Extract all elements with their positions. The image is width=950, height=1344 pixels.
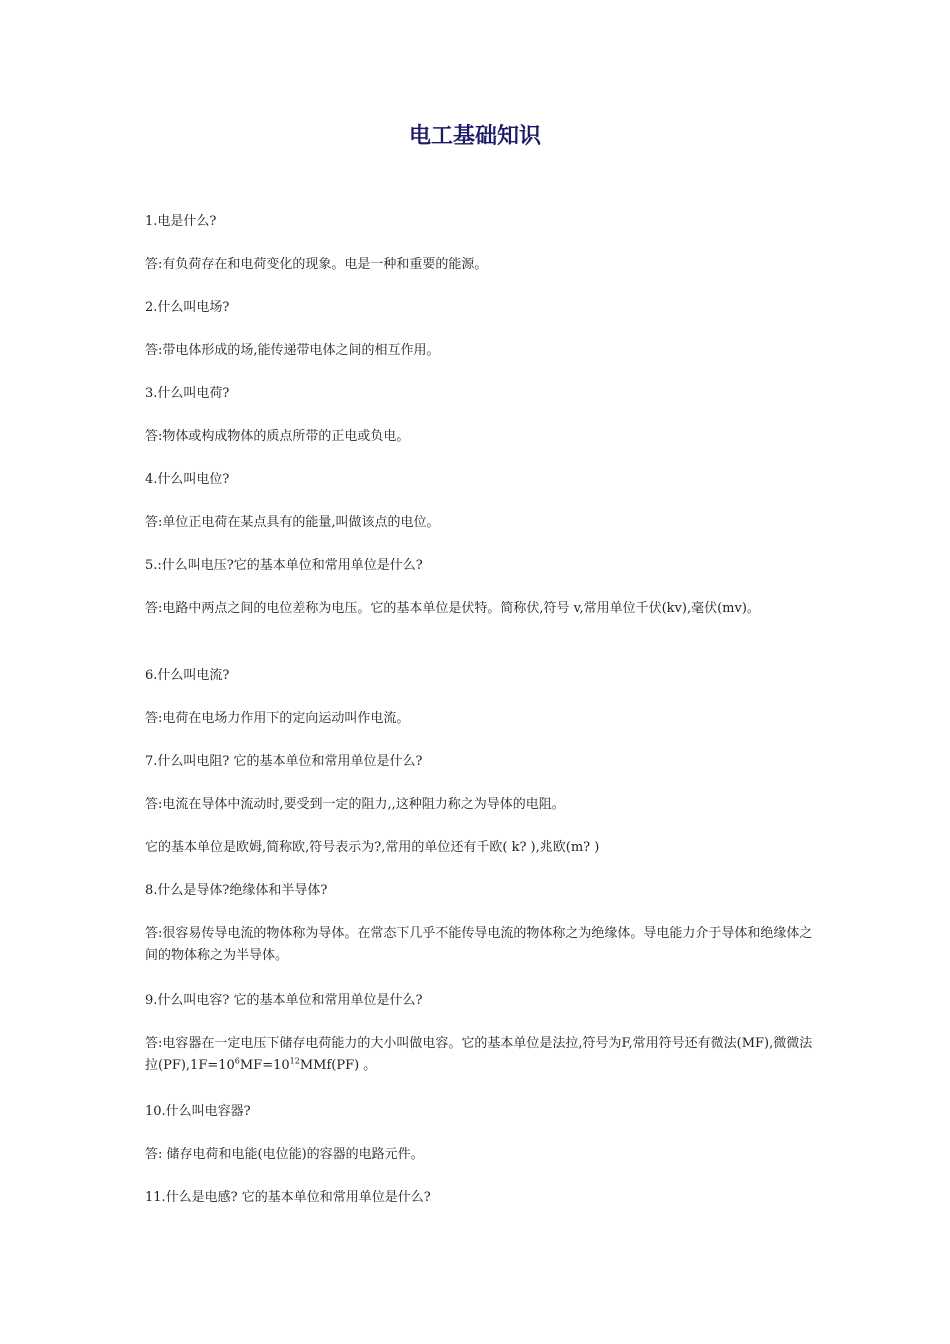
question-5: 5.:什么叫电压?它的基本单位和常用单位是什么? xyxy=(145,558,423,573)
answer-1: 答:有负荷存在和电荷变化的现象。电是一种和重要的能源。 xyxy=(145,257,488,272)
answer-9-text-a: 答:电容器在一定电压下储存电荷能力的大小叫做电容。它的基本单位是法拉,符号为F,常用符号还有微法(MF),微微法拉(PF),1F=10 xyxy=(145,1036,813,1073)
answer-3: 答:物体或构成物体的质点所带的正电或负电。 xyxy=(145,429,410,444)
document-title: 电工基础知识 xyxy=(408,124,541,149)
question-9: 9.什么叫电容? 它的基本单位和常用单位是什么? xyxy=(145,993,423,1008)
answer-5: 答:电路中两点之间的电位差称为电压。它的基本单位是伏特。简称伏,符号 v,常用单位千伏(kv),毫伏(mv)。 xyxy=(145,601,760,616)
answer-7-units: 它的基本单位是欧姆,简称欧,符号表示为?,常用的单位还有千欧( k? ),兆欧(m? ) xyxy=(145,840,600,855)
answer-9 xyxy=(145,1033,815,1077)
answer-10: 答: 储存电荷和电能(电位能)的容器的电路元件。 xyxy=(145,1147,424,1162)
answer-7: 答:电流在导体中流动时,要受到一定的阻力,,这种阻力称之为导体的电阻。 xyxy=(145,797,565,812)
question-6: 6.什么叫电流? xyxy=(145,668,230,683)
answer-6: 答:电荷在电场力作用下的定向运动叫作电流。 xyxy=(145,711,410,726)
question-1: 1.电是什么? xyxy=(145,214,217,229)
question-7: 7.什么叫电阻? 它的基本单位和常用单位是什么? xyxy=(145,754,423,769)
question-2: 2.什么叫电场? xyxy=(145,300,230,315)
question-10: 10.什么叫电容器? xyxy=(145,1104,251,1119)
question-11: 11.什么是电感? 它的基本单位和常用单位是什么? xyxy=(145,1190,431,1205)
question-3: 3.什么叫电荷? xyxy=(145,386,230,401)
question-8: 8.什么是导体?绝缘体和半导体? xyxy=(145,883,328,898)
question-4: 4.什么叫电位? xyxy=(145,472,230,487)
answer-2: 答:带电体形成的场,能传递带电体之间的相互作用。 xyxy=(145,343,440,358)
answer-9-exponent-12: 12 xyxy=(289,1056,300,1066)
answer-9-text-b: MF=10 xyxy=(239,1058,290,1073)
answer-8: 答:很容易传导电流的物体称为导体。在常态下几乎不能传导电流的物体称之为绝缘体。导电能力介于导体和绝缘体之间的物体称之为半导体。 xyxy=(145,926,813,963)
answer-9-exponent-6: 6 xyxy=(234,1056,240,1066)
answer-4: 答:单位正电荷在某点具有的能量,叫做该点的电位。 xyxy=(145,515,440,530)
answer-9-text-c: MMf(PF) 。 xyxy=(299,1058,377,1073)
